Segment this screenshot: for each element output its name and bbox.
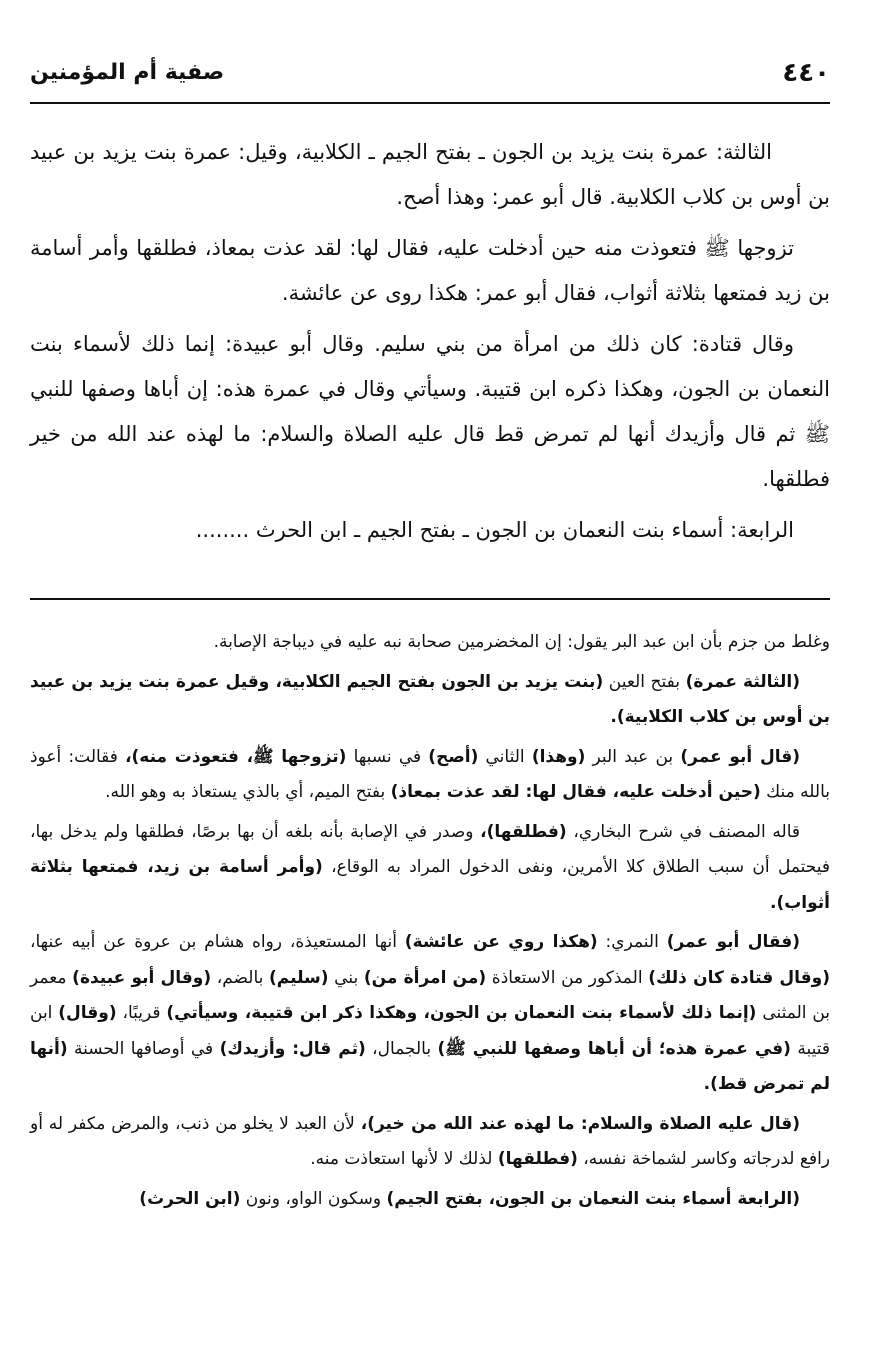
commentary-gloss: وسكون الواو، ونون [240, 1188, 387, 1209]
commentary-quote: (من امرأة من) [363, 967, 487, 988]
commentary-gloss: قاله المصنف في شرح البخاري، [566, 821, 801, 842]
paragraph-third-wife: الثالثة: عمرة بنت يزيد بن الجون ـ بفتح الجيم ـ الكلابية، وقيل: عمرة بنت يزيد بن عبيد بن أوس بن كلاب الكلابية. قال أبو عمر: وهذا أصح. [30, 140, 830, 209]
commentary-paragraph-1: وغلط من جزم بأن ابن عبد البر يقول: إن المخضرمين صحابة نبه عليه في ديباجة الإصابة. [213, 632, 830, 652]
commentary-paragraph-3 [30, 740, 830, 811]
commentary-gloss: في أوصافها الحسنة [67, 1038, 220, 1059]
commentary-quote: (بنت يزيد بن الجون بفتح الجيم الكلابية، وقيل عمرة بنت يزيد بن عبيد بن أوس بن كلاب الكلابية). [30, 671, 830, 727]
commentary-quote: (أنها لم تمرض قط). [30, 1038, 830, 1094]
commentary-quote: (فقال أبو عمر) [666, 932, 800, 952]
commentary-quote: (تزوجها ﷺ، فتعوذت منه)، [125, 746, 347, 767]
commentary-quote: (فطلقها)، [480, 821, 567, 842]
commentary-quote: (أصح) [428, 746, 479, 767]
commentary-gloss: الثاني [478, 746, 532, 767]
commentary-quote: (سليم) [269, 967, 329, 988]
commentary-quote: (وقال أبو عبيدة) [72, 967, 212, 988]
paragraph-marriage: تزوجها ﷺ فتعوذت منه حين أدخلت عليه، فقال لها: لقد عذت بمعاذ، فطلقها وأمر أسامة بن زيد فمتعها بثلاثة أثواب، فقال أبو عمر: هكذا روى عن عائشة. [30, 236, 830, 305]
commentary-quote: (قال عليه الصلاة والسلام: ما لهذه عند الله من خير)، [360, 1113, 800, 1134]
running-title: صفية أم المؤمنين [30, 60, 225, 85]
commentary-paragraph-5 [30, 925, 830, 1103]
commentary-quote: (وقال قتادة كان ذلك) [648, 967, 830, 988]
commentary-text [30, 625, 830, 1221]
commentary-gloss: بالضم، [211, 967, 270, 988]
commentary-gloss: في نسبها [346, 746, 429, 767]
commentary-gloss: لذلك لا لأنها استعاذت منه. [310, 1149, 498, 1169]
commentary-quote: (هكذا روي عن عائشة) [404, 932, 598, 952]
commentary-paragraph-7 [30, 1182, 830, 1218]
commentary-quote: (وقال) [58, 1003, 117, 1023]
commentary-gloss: النمري: [597, 932, 667, 952]
commentary-paragraph-4 [30, 815, 830, 922]
paragraph-fourth-wife: الرابعة: أسماء بنت النعمان بن الجون ـ بفتح الجيم ـ ابن الحرث ........ [195, 518, 794, 542]
commentary-quote: (وهذا) [531, 746, 586, 767]
commentary-gloss: لأن العبد لا يخلو من ذنب، والمرض مكفر له أو رافع لدرجاته وكاسر لشماخة نفسه، [30, 1113, 830, 1169]
commentary-gloss: معمر بن المثنى [30, 967, 831, 1023]
commentary-gloss: ابن قتيبة [30, 1003, 830, 1059]
commentary-quote: (في عمرة هذه؛ أن أباها وصفها للنبي ﷺ) [437, 1038, 791, 1059]
commentary-paragraph-6 [30, 1107, 830, 1178]
commentary-quote: (فطلقها) [497, 1149, 578, 1169]
commentary-paragraph-2 [30, 665, 830, 736]
commentary-quote: (ابن الحرث) [139, 1188, 241, 1209]
commentary-gloss: بفتح الميم، أي بالذي يستعاذ به وهو الله. [105, 782, 391, 802]
commentary-gloss: فقالت: أعوذ بالله منك [30, 746, 830, 802]
commentary-gloss: بالجمال، [365, 1038, 438, 1059]
commentary-gloss: وصدر في الإصابة بأنه بلغه أن بها برصًا، فطلقها ولم يدخل بها، فيحتمل أن سبب الطلاق كلا الأمرين، ونفى الدخول المراد به الوقاع، [30, 821, 831, 877]
commentary-gloss: المذكور من الاستعاذة [486, 967, 649, 988]
commentary-divider [30, 598, 830, 600]
commentary-gloss: أنها المستعيذة، رواه هشام بن عروة عن أبيه عنها، [30, 932, 405, 952]
page-header [30, 58, 830, 98]
page-number: ٤٤٠ [782, 58, 830, 88]
commentary-quote: (الثالثة عمرة) [685, 671, 800, 692]
commentary-quote: (قال أبو عمر) [680, 746, 800, 767]
commentary-quote: (الرابعة أسماء بنت النعمان بن الجون، بفتح الجيم) [386, 1188, 800, 1209]
commentary-quote: (إنما ذلك لأسماء بنت النعمان بن الجون، وهكذا ذكر ابن قتيبة، وسيأتي) [166, 1003, 757, 1023]
commentary-gloss: بن عبد البر [585, 746, 681, 767]
paragraph-qatada: وقال قتادة: كان ذلك من امرأة من بني سليم. وقال أبو عبيدة: إنما ذلك لأسماء بنت النعمان بن الجون، وهكذا ذكره ابن قتيبة. وسيأتي وقال في عمرة هذه: إن أباها وصفها للنبي ﷺ ثم قال وأزيدك أنها لم تمرض قط قال عليه الصلاة والسلام: ما لهذه عند الله من خير فطلقها. [30, 332, 830, 491]
commentary-gloss: بني [328, 967, 364, 988]
commentary-gloss: بفتح العين [603, 671, 686, 692]
commentary-quote: (حين أدخلت عليه، فقال لها: لقد عذت بمعاذ) [390, 782, 761, 802]
commentary-quote: (ثم قال: وأزيدك) [219, 1038, 366, 1059]
book-page [30, 40, 830, 1340]
header-divider [30, 102, 830, 104]
commentary-gloss: قريبًا، [116, 1003, 167, 1023]
main-text [30, 130, 830, 559]
commentary-quote: (وأمر أسامة بن زيد، فمتعها بثلاثة أثواب). [30, 857, 830, 913]
